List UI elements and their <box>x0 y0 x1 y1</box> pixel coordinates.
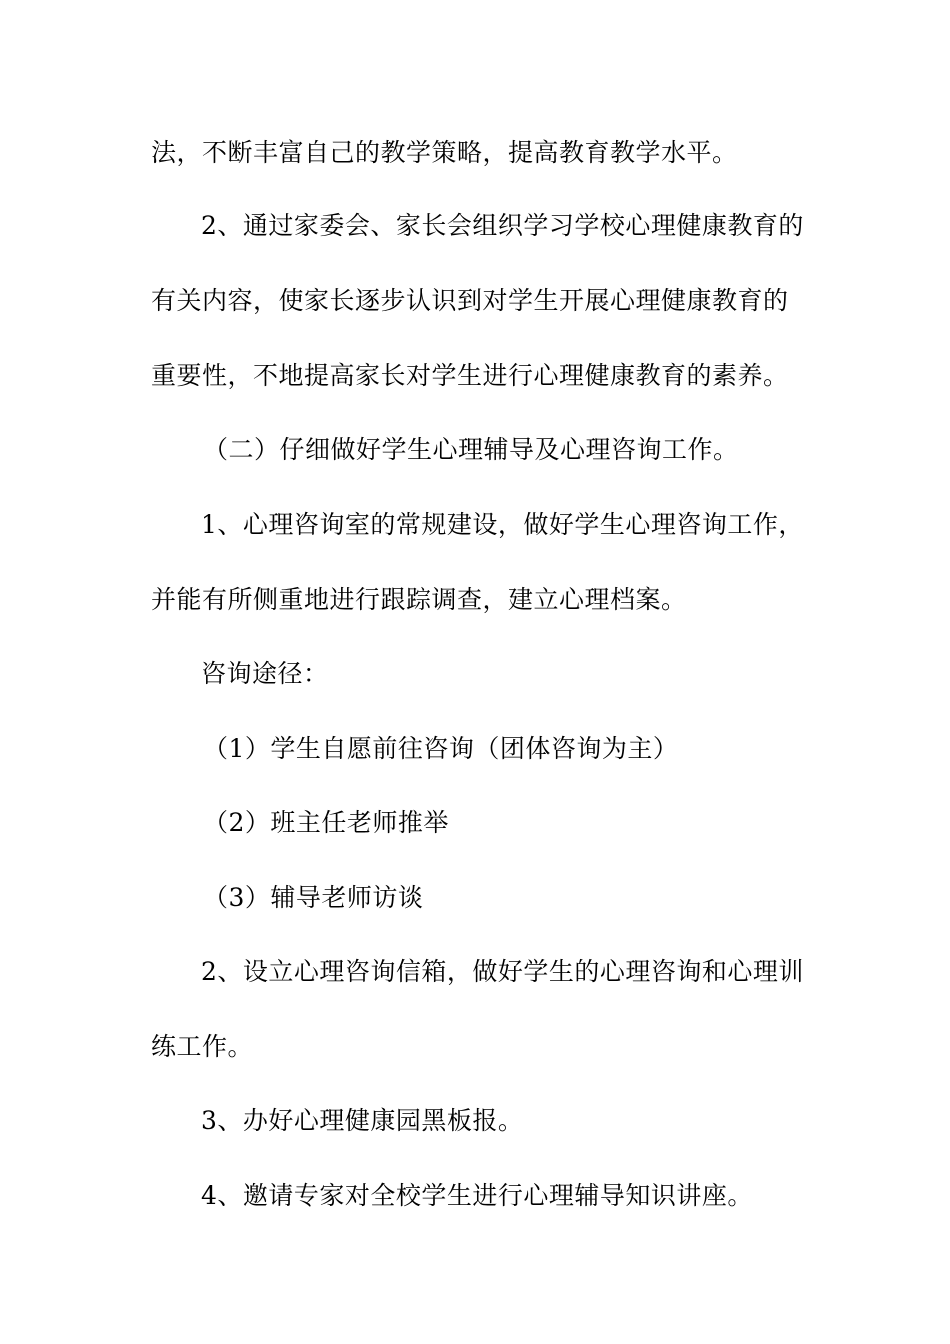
text-line: 2、通过家委会、家长会组织学习学校心理健康教育的 <box>201 211 804 240</box>
list-item: （1）学生自愿前往咨询（团体咨询为主） <box>203 734 679 763</box>
text-line: 1、心理咨询室的常规建设，做好学生心理咨询工作， <box>201 510 804 539</box>
text-line: 4、邀请专家对全校学生进行心理辅导知识讲座。 <box>201 1181 753 1210</box>
list-item: （3）辅导老师访谈 <box>203 883 424 912</box>
text-line: 并能有所侧重地进行跟踪调查，建立心理档案。 <box>151 585 687 614</box>
section-heading: （二）仔细做好学生心理辅导及心理咨询工作。 <box>203 435 739 464</box>
text-line: 法，不断丰富自己的教学策略，提高教育教学水平。 <box>151 138 738 167</box>
text-line: 3、办好心理健康园黑板报。 <box>201 1106 524 1135</box>
text-line: 2、设立心理咨询信箱，做好学生的心理咨询和心理训 <box>201 957 804 986</box>
text-line: 重要性，不地提高家长对学生进行心理健康教育的素养。 <box>151 361 789 390</box>
text-line: 咨询途径： <box>201 659 329 688</box>
text-line: 练工作。 <box>151 1032 254 1061</box>
list-item: （2）班主任老师推举 <box>203 808 449 837</box>
text-line: 有关内容，使家长逐步认识到对学生开展心理健康教育的 <box>151 286 789 315</box>
